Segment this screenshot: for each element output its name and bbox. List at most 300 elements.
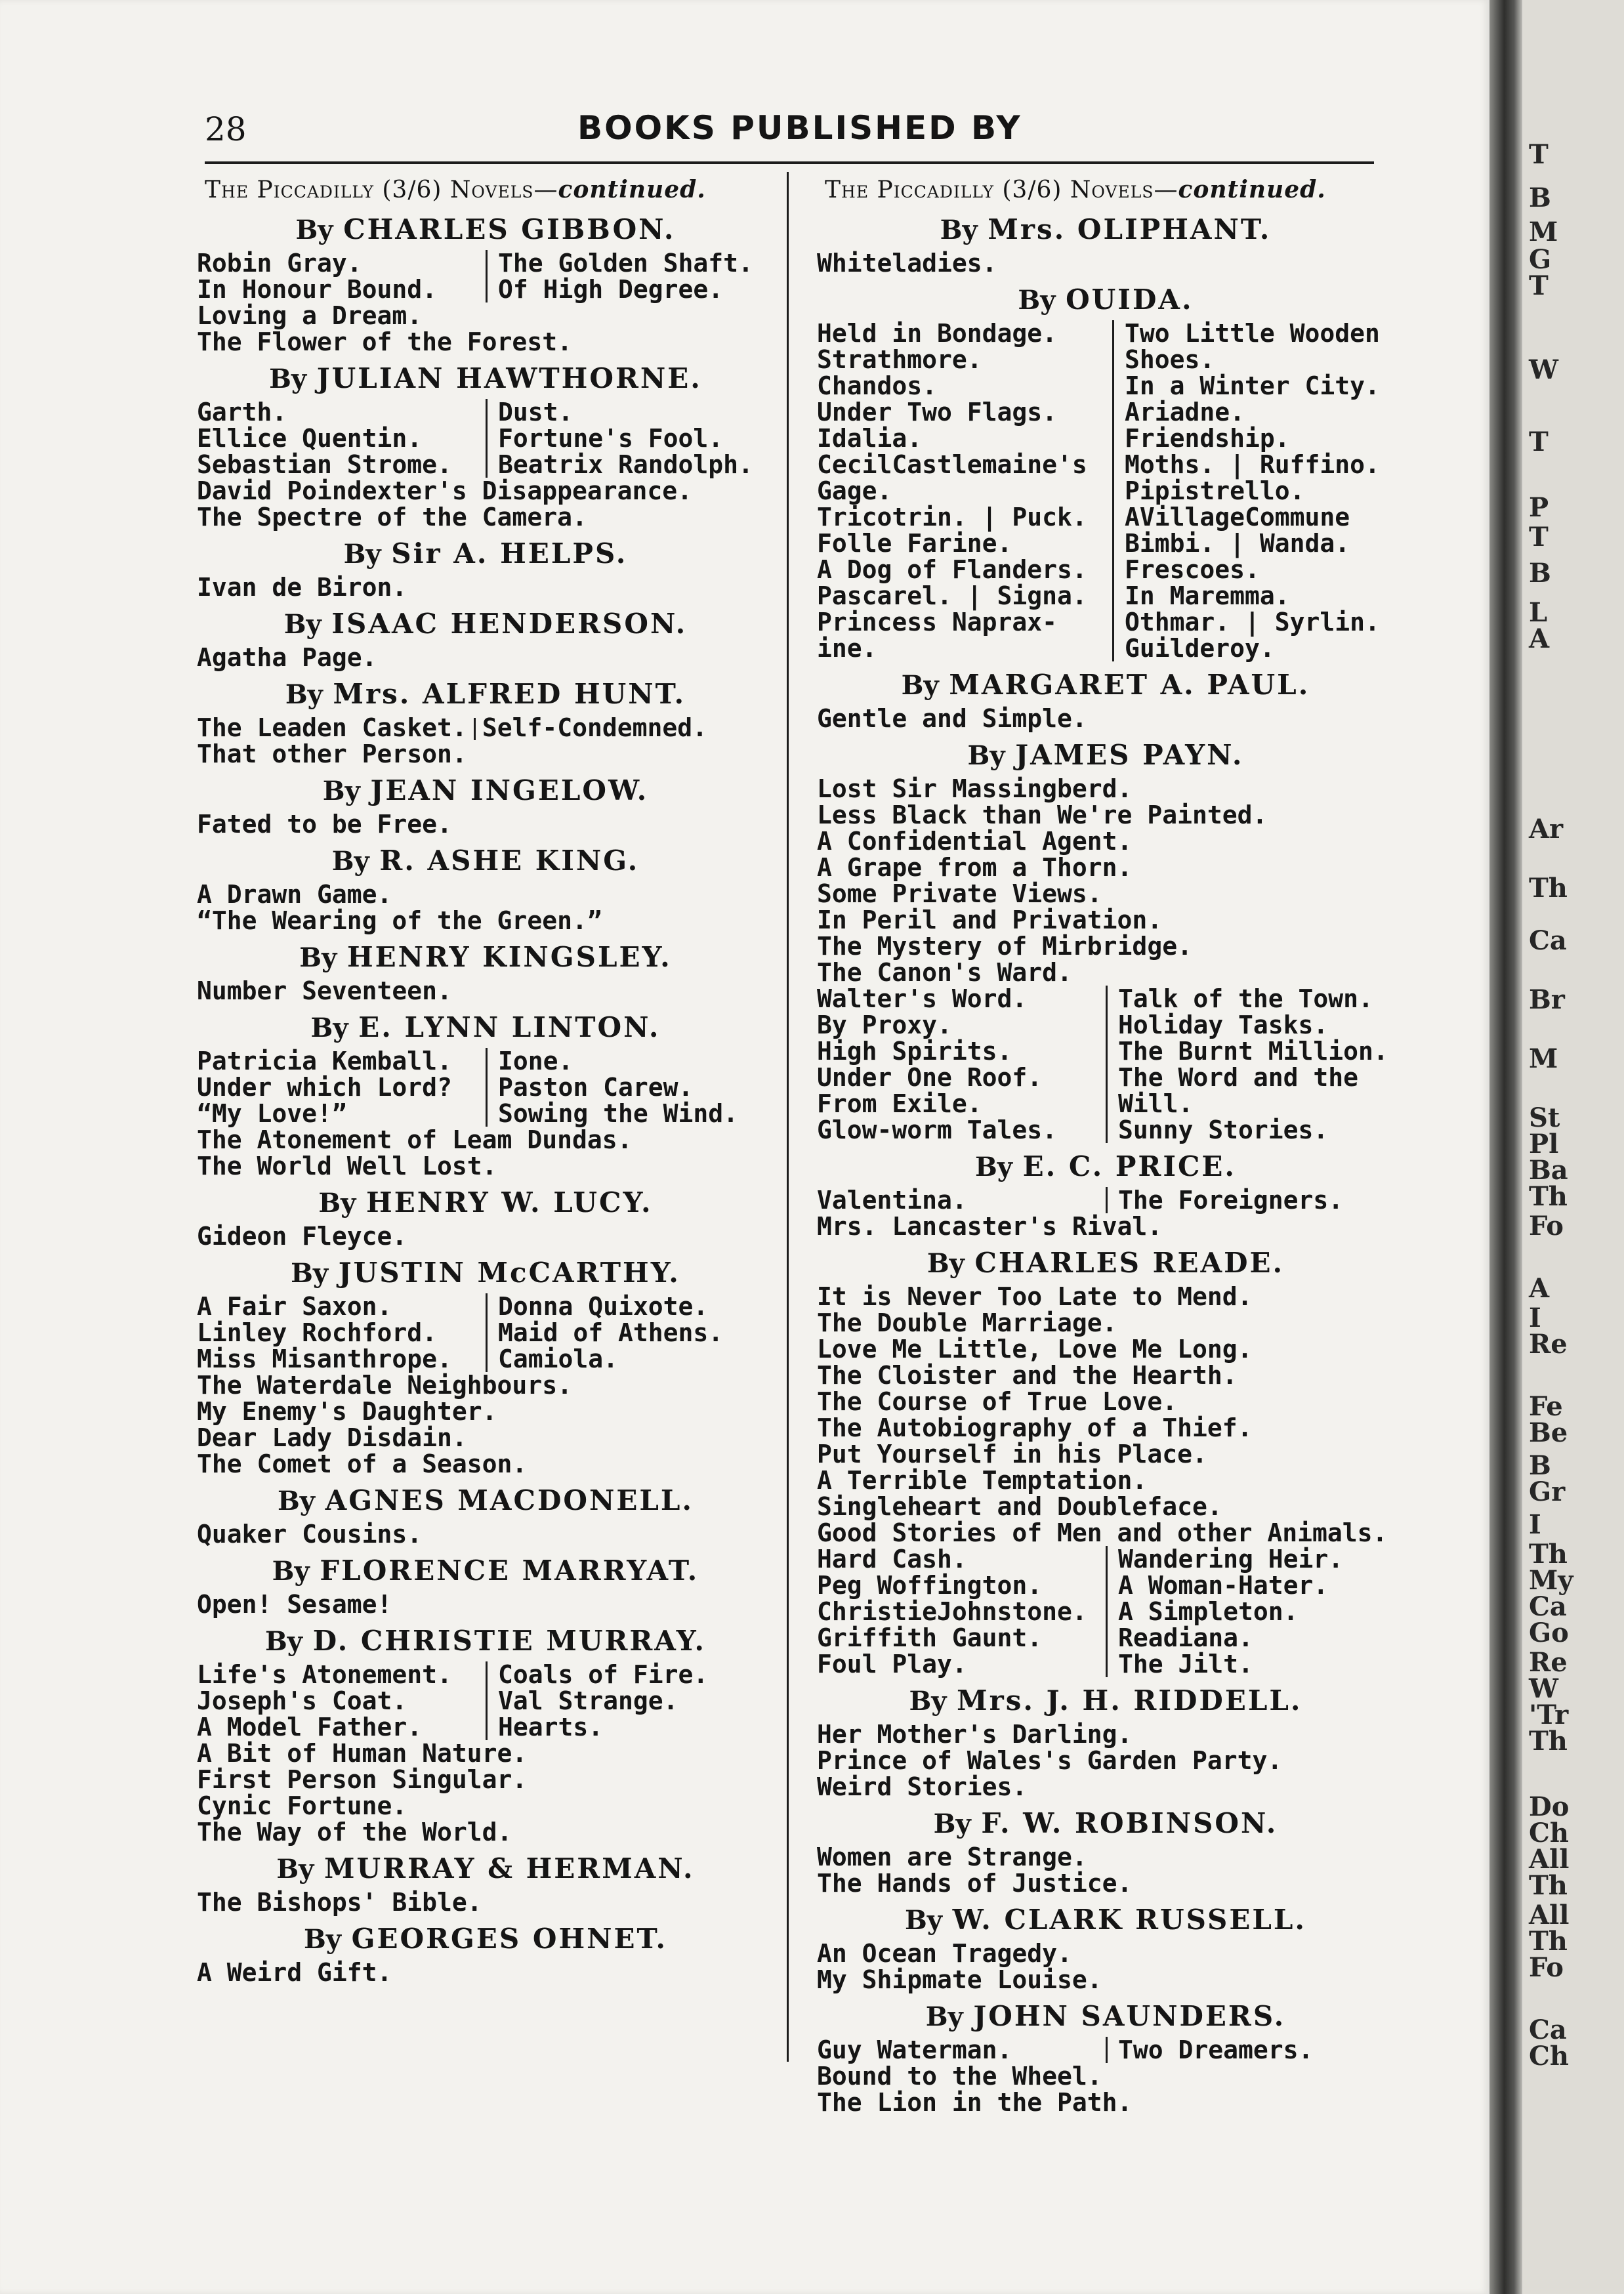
book-title: Under which Lord?	[197, 1073, 452, 1102]
author-by: By	[310, 1012, 348, 1043]
author-by: By	[925, 2001, 963, 2032]
title-list	[817, 250, 1394, 276]
book-title: Under One Roof.	[817, 1063, 1043, 1092]
book-title: Holiday Tasks.	[1106, 1012, 1394, 1038]
author-heading	[197, 1919, 774, 1959]
edge-text: Re	[1529, 1329, 1568, 1360]
author-block	[197, 1551, 774, 1617]
title-pair	[197, 425, 774, 451]
author-name: JAMES PAYN.	[1015, 739, 1244, 771]
edge-text: Ar	[1529, 814, 1564, 845]
series-heading-left: The Piccadilly (3/6) Novels—continued.	[205, 176, 706, 203]
author-by: By	[901, 670, 939, 701]
book-title: The Canon's Ward.	[817, 958, 1072, 987]
book-title: Moths. | Ruffino.	[1112, 451, 1394, 478]
author-name: FLORENCE MARRYAT.	[320, 1554, 699, 1587]
title-list	[197, 250, 774, 355]
edge-text: T	[1529, 427, 1549, 457]
book-title: Open! Sesame!	[197, 1590, 392, 1619]
edge-text: B	[1529, 1450, 1551, 1481]
author-name: JULIAN HAWTHORNE.	[316, 362, 702, 394]
title-pair	[817, 1091, 1394, 1117]
column-divider	[787, 172, 789, 2062]
book-title: A Terrible Temptation.	[817, 1466, 1148, 1495]
book-title: Guilderoy.	[1112, 635, 1394, 661]
book-title: The World Well Lost.	[197, 1152, 497, 1180]
author-name: F. W. ROBINSON.	[981, 1807, 1278, 1839]
author-name: MURRAY & HERMAN.	[324, 1852, 695, 1885]
title-pair	[197, 276, 774, 302]
book-title: Hearts.	[486, 1714, 774, 1740]
book-title: In Peril and Privation.	[817, 906, 1163, 934]
author-name: CHARLES READE.	[974, 1247, 1285, 1279]
author-name: AGNES MACDONELL.	[325, 1484, 694, 1516]
book-title: Strathmore.	[817, 345, 982, 374]
author-name: E. C. PRICE.	[1022, 1150, 1237, 1182]
author-block	[817, 1804, 1394, 1896]
book-title: Gideon Fleyce.	[197, 1222, 407, 1251]
edge-text: Ch	[1529, 2041, 1569, 2072]
title-pair	[817, 1651, 1394, 1677]
book-title: Val Strange.	[486, 1688, 774, 1714]
author-by: By	[318, 1188, 356, 1219]
title-list	[197, 1591, 774, 1617]
edge-text: St	[1529, 1102, 1560, 1133]
author-heading	[197, 771, 774, 811]
book-title: Beatrix Randolph.	[486, 451, 774, 478]
book-title: An Ocean Tragedy.	[817, 1939, 1072, 1968]
book-title: Patricia Kemball.	[197, 1047, 452, 1075]
title-list	[817, 1721, 1394, 1800]
author-heading	[197, 1621, 774, 1661]
author-block	[197, 1621, 774, 1845]
title-pair	[197, 1320, 774, 1346]
book-title: Put Yourself in his Place.	[817, 1440, 1207, 1469]
book-title: A Confidential Agent.	[817, 827, 1133, 856]
book-title: ine.	[817, 634, 877, 663]
author-heading	[197, 534, 774, 574]
book-title: Bound to the Wheel.	[817, 2062, 1102, 2091]
book-title: Self-Condemned.	[482, 713, 707, 742]
title-list	[817, 1940, 1394, 1993]
book-title: The Golden Shaft.	[486, 250, 774, 276]
author-block	[197, 1008, 774, 1179]
edge-text: A	[1529, 1273, 1550, 1304]
book-title: A Fair Saxon.	[197, 1292, 392, 1321]
book-title: The Burnt Million.	[1106, 1038, 1394, 1064]
left-column	[197, 176, 774, 1990]
title-pair	[817, 556, 1394, 583]
edge-text: Ch	[1529, 1818, 1569, 1848]
edge-text: Br	[1529, 984, 1565, 1015]
book-title: Donna Quixote.	[486, 1293, 774, 1320]
book-title: That other Person.	[197, 740, 467, 768]
book-title: Griffith Gaunt.	[817, 1623, 1043, 1652]
book-title: The Double Marriage.	[817, 1308, 1117, 1337]
author-block	[817, 1243, 1394, 1677]
author-by: By	[303, 1924, 342, 1955]
author-by: By	[940, 215, 978, 245]
edge-text: Ca	[1529, 925, 1567, 956]
book-title: The Way of the World.	[197, 1818, 512, 1846]
book-title: A Woman-Hater.	[1106, 1572, 1394, 1598]
title-pair	[817, 583, 1394, 609]
author-name: JEAN INGELOW.	[370, 774, 649, 806]
title-list	[197, 1661, 774, 1845]
author-by: By	[909, 1686, 947, 1717]
book-title: Bimbi. | Wanda.	[1112, 530, 1394, 556]
book-title: The Jilt.	[1106, 1651, 1394, 1677]
book-title: Foul Play.	[817, 1650, 967, 1679]
book-title: Women are Strange.	[817, 1843, 1087, 1871]
title-list	[197, 1223, 774, 1249]
edge-text: 'Tr	[1529, 1700, 1569, 1730]
edge-text: Do	[1529, 1791, 1570, 1822]
title-pair	[817, 2037, 1394, 2063]
book-title: Fortune's Fool.	[486, 425, 774, 451]
book-title: It is Never Too Late to Mend.	[817, 1282, 1253, 1311]
author-name: W. CLARK RUSSELL.	[952, 1904, 1307, 1936]
book-title: The Leaden Casket.	[197, 713, 467, 742]
title-pair	[197, 1100, 774, 1127]
book-title: ChristieJohnstone.	[817, 1597, 1087, 1626]
edge-text: M	[1529, 1043, 1558, 1074]
edge-text: T	[1529, 522, 1549, 553]
book-title: Prince of Wales's Garden Party.	[817, 1746, 1283, 1775]
edge-text: Th	[1529, 1539, 1568, 1570]
book-title: The Hands of Justice.	[817, 1869, 1133, 1898]
book-title: Gentle and Simple.	[817, 704, 1087, 733]
edge-text: Fo	[1529, 1952, 1564, 1983]
book-title: Good Stories of Men and other Animals.	[817, 1518, 1388, 1547]
edge-text: I	[1529, 1509, 1541, 1540]
author-by: By	[322, 776, 360, 806]
edge-text: B	[1529, 558, 1551, 589]
book-title: Gage.	[817, 476, 892, 505]
author-block	[817, 1147, 1394, 1240]
title-list	[197, 1521, 774, 1547]
author-name: Mrs. OLIPHANT.	[988, 213, 1272, 245]
author-heading	[197, 1551, 774, 1591]
title-pair	[817, 346, 1394, 373]
book-title: The Foreigners.	[1106, 1187, 1394, 1213]
author-by: By	[299, 942, 337, 973]
book-title: Robin Gray.	[197, 249, 362, 278]
book-title: Coals of Fire.	[486, 1661, 774, 1688]
edge-text: Be	[1529, 1417, 1568, 1448]
book-title: Fated to be Free.	[197, 810, 452, 839]
edge-text: I	[1529, 1303, 1541, 1333]
title-pair	[197, 1661, 774, 1688]
book-title: Her Mother's Darling.	[817, 1720, 1133, 1749]
book-title: “My Love!”	[197, 1099, 347, 1128]
edge-text: Th	[1529, 1726, 1568, 1757]
author-heading	[817, 736, 1394, 776]
book-title: Sowing the Wind.	[486, 1100, 774, 1127]
book-title: CecilCastlemaine's	[817, 450, 1087, 479]
author-block	[197, 841, 774, 934]
title-pair	[197, 399, 774, 425]
title-list	[197, 1293, 774, 1477]
title-list	[817, 320, 1394, 661]
book-title: Peg Woffington.	[817, 1571, 1043, 1600]
book-title: The Spectre of the Camera.	[197, 503, 587, 532]
edge-text: Re	[1529, 1647, 1568, 1678]
title-list	[817, 1187, 1394, 1240]
book-title: Cynic Fortune.	[197, 1791, 407, 1820]
book-title: Joseph's Coat.	[197, 1686, 407, 1715]
title-list	[817, 776, 1394, 1143]
book-title: By Proxy.	[817, 1011, 952, 1039]
title-pair	[817, 1625, 1394, 1651]
author-block	[817, 1900, 1394, 1993]
author-heading	[197, 1481, 774, 1521]
title-pair	[817, 399, 1394, 425]
edge-text: T	[1529, 139, 1549, 170]
book-title: In Honour Bound.	[197, 275, 438, 304]
book-title: The Atonement of Leam Dundas.	[197, 1125, 633, 1154]
author-block	[197, 1849, 774, 1915]
title-list	[817, 1283, 1394, 1677]
author-name: GEORGES OHNET.	[351, 1923, 668, 1955]
edge-text: Th	[1529, 1181, 1568, 1212]
book-title: The Autobiography of a Thief.	[817, 1413, 1253, 1442]
book-title: The Word and the	[1106, 1064, 1394, 1091]
edge-text: G	[1529, 244, 1552, 275]
edge-text: Th	[1529, 1870, 1568, 1901]
author-heading	[817, 210, 1394, 250]
author-name: MARGARET A. PAUL.	[949, 669, 1310, 701]
title-list	[197, 1048, 774, 1179]
author-block	[817, 280, 1394, 661]
book-title: A Dog of Flanders.	[817, 555, 1087, 584]
book-title: Pipistrello.	[1112, 478, 1394, 504]
title-list	[197, 1959, 774, 1986]
author-block	[817, 736, 1394, 1143]
author-block	[197, 604, 774, 671]
author-heading	[197, 1849, 774, 1889]
author-by: By	[269, 364, 307, 394]
title-pair	[817, 1187, 1394, 1213]
title-pair	[817, 1572, 1394, 1598]
right-column	[817, 176, 1394, 2119]
author-by: By	[974, 1152, 1013, 1182]
book-title: Othmar. | Syrlin.	[1112, 609, 1394, 635]
author-by: By	[343, 539, 381, 570]
edge-text: Pl	[1529, 1129, 1559, 1159]
book-title: Lost Sir Massingberd.	[817, 774, 1133, 803]
title-list	[197, 978, 774, 1004]
book-title: Tricotrin. | Puck.	[817, 503, 1087, 532]
author-block	[197, 1183, 774, 1249]
author-heading	[197, 210, 774, 250]
title-pair	[817, 478, 1394, 504]
author-block	[817, 1681, 1394, 1800]
book-title: Talk of the Town.	[1106, 986, 1394, 1012]
book-title: Frescoes.	[1112, 556, 1394, 583]
author-heading	[817, 665, 1394, 705]
author-by: By	[285, 679, 323, 710]
author-name: HENRY W. LUCY.	[366, 1186, 653, 1219]
book-title: Love Me Little, Love Me Long.	[817, 1335, 1253, 1364]
title-pair	[197, 1714, 774, 1740]
title-pair	[817, 1546, 1394, 1572]
author-block	[197, 1919, 774, 1986]
edge-text: L	[1529, 597, 1548, 628]
author-name: E. LYNN LINTON.	[358, 1011, 661, 1043]
title-pair	[817, 373, 1394, 399]
author-by: By	[283, 609, 322, 640]
book-title: Dust.	[486, 399, 774, 425]
author-heading	[817, 1804, 1394, 1844]
book-title: The Comet of a Season.	[197, 1449, 528, 1478]
title-pair	[817, 530, 1394, 556]
book-title: Sebastian Strome.	[197, 450, 452, 479]
separator-bar	[474, 718, 476, 740]
book-spine-gutter	[1489, 0, 1522, 2294]
adjacent-page-edge	[1522, 0, 1624, 2294]
author-block	[197, 359, 774, 530]
author-block	[817, 665, 1394, 732]
title-pair	[817, 635, 1394, 661]
book-title: A Bit of Human Nature.	[197, 1739, 528, 1768]
author-heading	[817, 1147, 1394, 1187]
book-title: The Bishops' Bible.	[197, 1888, 482, 1917]
author-name: HENRY KINGSLEY.	[346, 941, 672, 973]
book-title: Shoes.	[1112, 346, 1394, 373]
book-title: Pascarel. | Signa.	[817, 581, 1087, 610]
edge-text: Fe	[1529, 1391, 1563, 1422]
author-by: By	[272, 1556, 310, 1587]
book-title: Linley Rochford.	[197, 1318, 438, 1347]
book-title: Ellice Quentin.	[197, 424, 423, 453]
title-pair	[197, 1048, 774, 1074]
title-pair	[817, 1064, 1394, 1091]
book-title: Ivan de Biron.	[197, 573, 407, 602]
edge-text: W	[1529, 354, 1558, 385]
title-pair	[817, 320, 1394, 346]
book-title: Ione.	[486, 1048, 774, 1074]
book-title: Of High Degree.	[486, 276, 774, 302]
book-title: The Mystery of Mirbridge.	[817, 932, 1192, 961]
title-pair	[817, 1598, 1394, 1625]
book-title: Maid of Athens.	[486, 1320, 774, 1346]
title-pair	[817, 451, 1394, 478]
book-title: Quaker Cousins.	[197, 1520, 423, 1549]
edge-text: Fo	[1529, 1211, 1564, 1241]
page-number: 28	[205, 110, 247, 148]
book-title: Glow-worm Tales.	[817, 1116, 1058, 1144]
edge-text: A	[1529, 623, 1550, 654]
author-name: CHARLES GIBBON.	[343, 213, 676, 245]
book-title: Idalia.	[817, 424, 923, 453]
author-block	[197, 534, 774, 600]
book-title: Will.	[1106, 1091, 1394, 1117]
title-pair	[197, 250, 774, 276]
book-title: “The Wearing of the Green.”	[197, 906, 602, 935]
book-title: Hard Cash.	[817, 1545, 967, 1574]
author-name: Sir A. HELPS.	[391, 537, 628, 570]
book-title: The Course of True Love.	[817, 1387, 1178, 1416]
book-title: My Enemy's Daughter.	[197, 1397, 497, 1426]
author-by: By	[295, 215, 333, 245]
title-list	[197, 644, 774, 671]
author-name: OUIDA.	[1066, 283, 1194, 316]
author-by: By	[927, 1248, 965, 1279]
book-title: Weird Stories.	[817, 1772, 1028, 1801]
author-by: By	[904, 1905, 942, 1936]
author-by: By	[1018, 285, 1056, 316]
book-title: A Model Father.	[197, 1713, 423, 1741]
book-title: AVillageCommune	[1112, 504, 1394, 530]
book-title: A Simpleton.	[1106, 1598, 1394, 1625]
book-title: High Spirits.	[817, 1037, 1012, 1066]
author-heading	[197, 1008, 774, 1048]
title-pair	[197, 451, 774, 478]
book-title: A Grape from a Thorn.	[817, 853, 1133, 882]
book-title: Two Dreamers.	[1106, 2037, 1394, 2063]
book-title: Walter's Word.	[817, 984, 1028, 1013]
title-list	[197, 574, 774, 600]
book-title: Readiana.	[1106, 1625, 1394, 1651]
book-title: First Person Singular.	[197, 1765, 528, 1794]
author-block	[197, 210, 774, 355]
title-list	[817, 1844, 1394, 1896]
edge-text: Go	[1529, 1617, 1569, 1648]
author-by: By	[291, 1258, 329, 1289]
book-title: Two Little Wooden	[1112, 320, 1394, 346]
author-block	[197, 1481, 774, 1547]
book-title: David Poindexter's Disappearance.	[197, 476, 692, 505]
book-title: Number Seventeen.	[197, 976, 452, 1005]
title-list	[197, 399, 774, 530]
author-block	[197, 1253, 774, 1477]
book-title: Singleheart and Doubleface.	[817, 1492, 1222, 1521]
book-title: In a Winter City.	[1112, 373, 1394, 399]
book-title: My Shipmate Louise.	[817, 1965, 1102, 1994]
book-title: Valentina.	[817, 1186, 967, 1215]
edge-text: Gr	[1529, 1476, 1566, 1507]
author-block	[197, 771, 774, 837]
book-title: The Cloister and the Hearth.	[817, 1361, 1238, 1390]
edge-text: T	[1529, 270, 1549, 301]
title-pair	[197, 1346, 774, 1372]
author-block	[197, 675, 774, 767]
edge-text: Ca	[1529, 2014, 1567, 2045]
book-title: The Waterdale Neighbours.	[197, 1371, 572, 1400]
book-title: Under Two Flags.	[817, 398, 1058, 427]
book-title: Less Black than We're Painted.	[817, 801, 1268, 829]
book-title: Loving a Dream.	[197, 301, 423, 330]
author-heading	[817, 1243, 1394, 1283]
title-list	[817, 2037, 1394, 2116]
author-heading	[817, 1997, 1394, 2037]
title-pair	[197, 1688, 774, 1714]
book-title: Garth.	[197, 398, 287, 427]
author-by: By	[277, 1486, 315, 1516]
edge-text: Th	[1529, 873, 1568, 904]
title-list	[197, 1889, 774, 1915]
title-pair	[817, 425, 1394, 451]
edge-text: M	[1529, 217, 1558, 247]
book-title: Paston Carew.	[486, 1074, 774, 1100]
title-list	[197, 715, 774, 767]
edge-text: P	[1529, 492, 1549, 523]
book-title: Friendship.	[1112, 425, 1394, 451]
title-pair	[197, 1074, 774, 1100]
author-by: By	[967, 740, 1005, 771]
author-by: By	[331, 846, 369, 877]
